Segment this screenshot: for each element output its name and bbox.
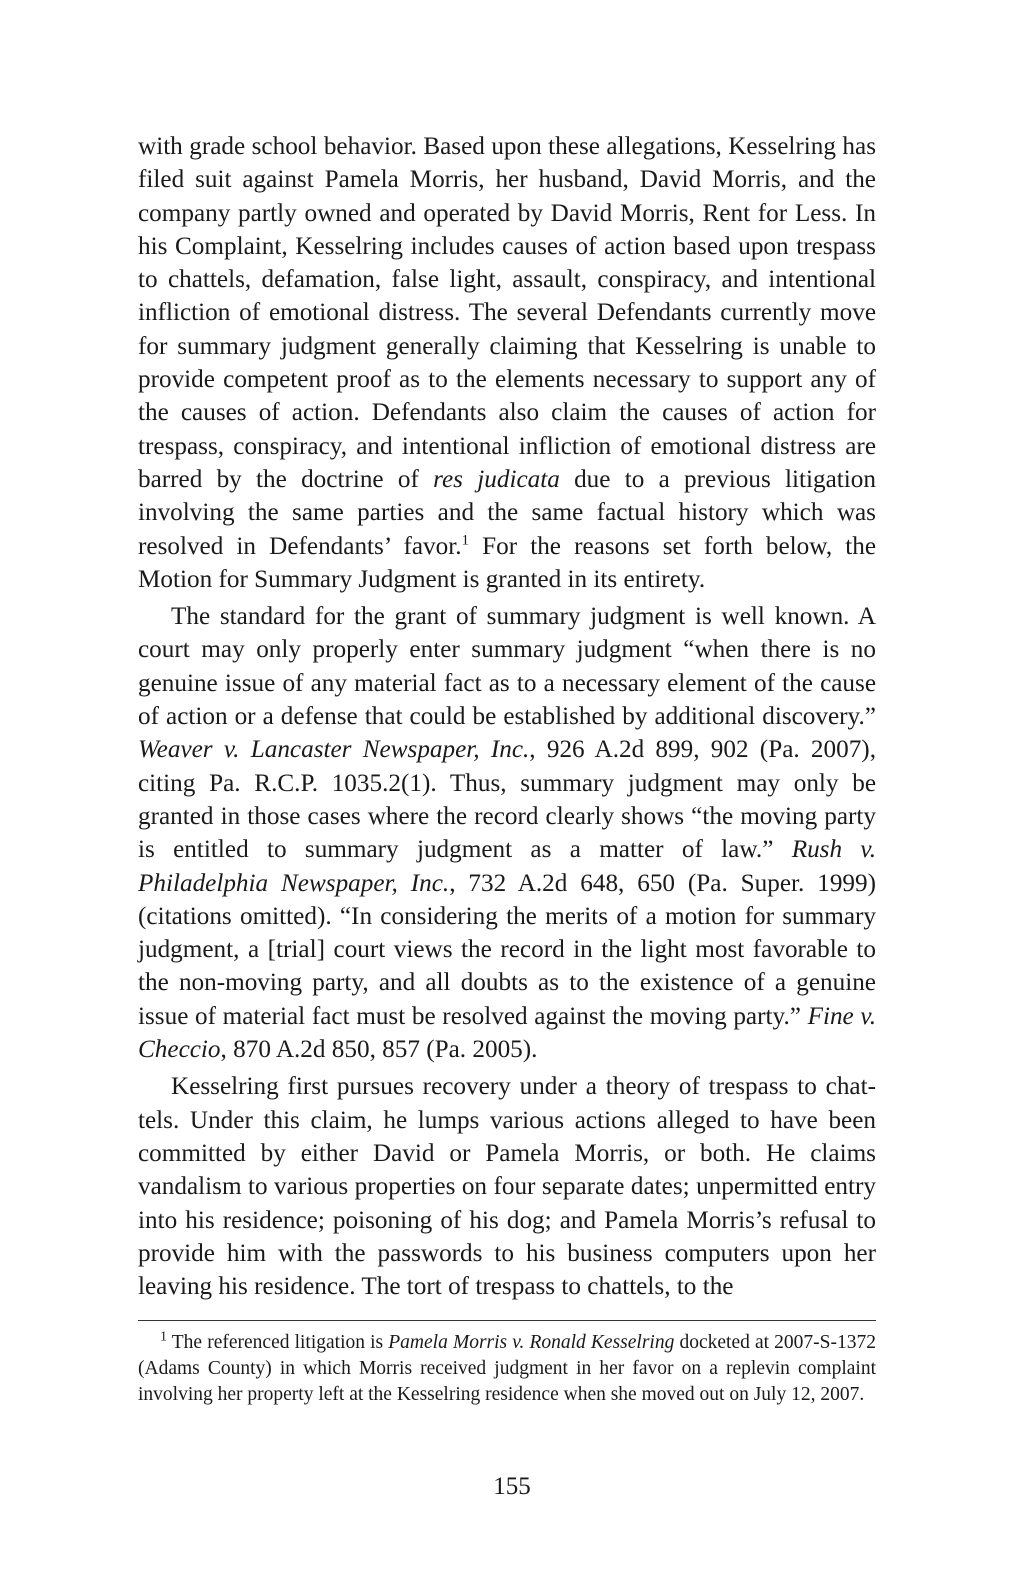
paragraph-1-text-c: For the reasons set forth below, the Motion for Summary Judgment is granted in its entirety. (138, 532, 876, 593)
footnote-text-a: The referenced litigation is (167, 1332, 389, 1353)
paragraph-2-text-c: , 732 A.2d 648, 650 (Pa. Super. 1999) (citations omitted). “In considering the merits of a motion for summary judgment, a [trial] court views the record in the light most favorable to the non-moving party, and all doubts as to the existence of a genuine issue of material fact must be resolved against the moving party.” (138, 869, 876, 1030)
footnote-marker: 1 (160, 1329, 167, 1345)
case-citation-weaver: Weaver v. Lancaster Newspaper, Inc. (138, 736, 530, 764)
res-judicata-term: res judicata (433, 465, 560, 493)
paragraph-2-text-b: , 926 A.2d 899, 902 (Pa. 2007), citing Pa. R.C.P. 1035.2(1). Thus, summary judgment may only be granted in those cases where the record clearly shows “the moving party is entitled to summary judgment as a matter of law.” (138, 736, 876, 864)
paragraph-1-text-a: with grade school behavior. Based upon these allegations, Kesselring has filed suit against Pamela Morris, her husband, David Morris, and the company partly owned and operated by David Morris, Rent for Less. In his Complaint, Kesselring includes causes of action based upon trespass to chattels, defamation, false light, assault, conspiracy, and intentional infliction of emotional distress. The several Defendants currently move for summary judgment generally claiming that Kesselring is unable to provide competent proof as to the elements necessary to support any of the causes of action. Defendants also claim the causes of action for trespass, conspiracy, and intentional infliction of emotional distress are barred by the doctrine of (138, 133, 876, 493)
case-citation-fine: Fine v. Checcio (138, 1002, 876, 1064)
paragraph-summary-judgment-standard (138, 600, 876, 1066)
paragraph-trespass-to-chattels (138, 1070, 876, 1303)
footnote-divider (138, 1320, 876, 1321)
footnote-1 (138, 1330, 876, 1407)
page-number: 155 (493, 1473, 531, 1500)
footnote-case-citation: Pamela Morris v. Ronald Kesselring (388, 1332, 675, 1353)
document-body (138, 130, 876, 1303)
paragraph-allegations (138, 130, 876, 596)
footnote-text-b: docketed at 2007-S-1372 (Adams County) in which Morris received judgment in her favor on a replevin complaint involving her property left at the Kesselring residence when she moved out on July 12, 2007. (138, 1332, 877, 1405)
paragraph-2-text-a: The standard for the grant of summary judgment is well known. A court may only properly enter summary judgment “when there is no genuine issue of any material fact as to a necessary element of the cause of action or a defense that could be established by additional discovery.” (138, 603, 876, 731)
footnote-reference-1[interactable]: 1 (461, 532, 470, 549)
case-citation-rush: Rush v. Philadelphia Newspaper, Inc. (138, 836, 877, 897)
paragraph-3-text: Kesselring first pursues recovery under a theory of trespass to chattels. Under this claim, he lumps various actions alleged to have been committed by either David or Pamela Morris, or both. He claims vandalism to various properties on four separate dates; unpermitted entry into his residence; poisoning of his dog; and Pamela Morris’s refusal to provide him with the passwords to his business computers upon her leaving his residence. The tort of trespass to chattels, to the (138, 1073, 876, 1301)
paragraph-2-text-d: , 870 A.2d 850, 857 (Pa. 2005). (220, 1036, 538, 1064)
paragraph-1-text-b: due to a previous litigation involving the same parties and the same factual history which was resolved in Defendants’ favor. (138, 465, 876, 560)
